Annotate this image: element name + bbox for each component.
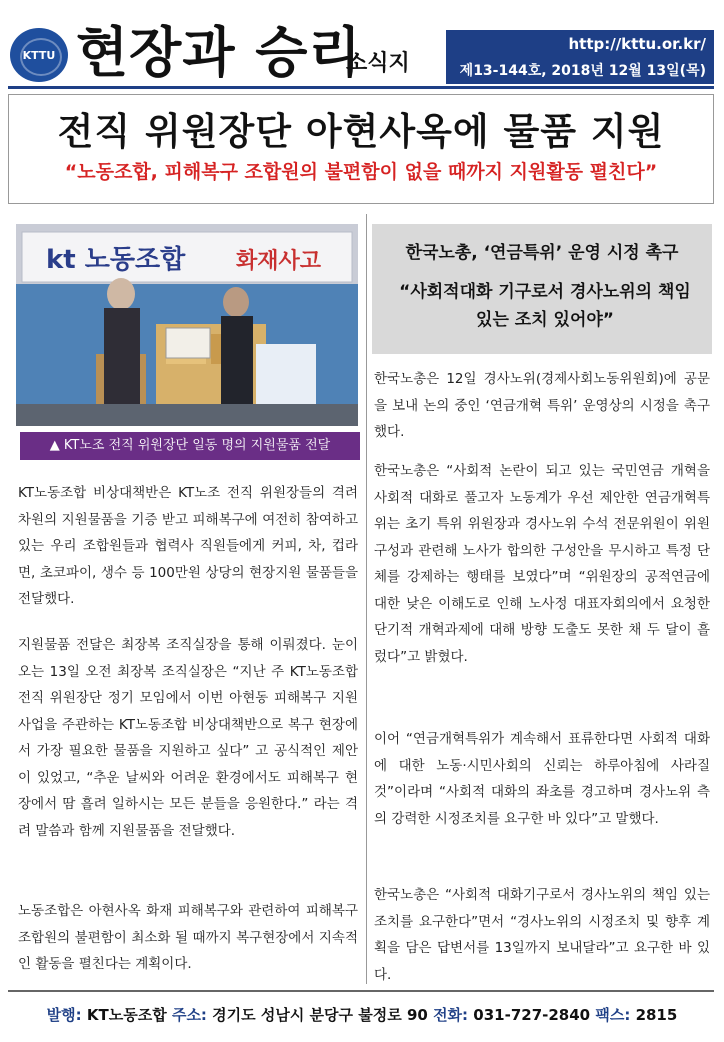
headline-box [8,94,714,204]
address-value: 경기도 성남시 분당구 불정로 90 [212,1006,428,1024]
article-photo [16,224,358,426]
kttu-logo [10,28,68,82]
photo-banner-text: kt 노동조합 [46,245,186,275]
right-article-paragraph-4: 한국노총은 “사회적 대화기구로서 경사노위의 책임 있는 조치를 요구한다”면서 “경사노위의 시정조치 및 향후 계획을 담은 답변서를 13일까지 보내달라”고 요구한 바 있다. [374,887,710,983]
right-article-header [372,224,712,354]
footer-rule [8,990,714,992]
issue-info-box [446,30,714,84]
left-article-paragraph-2: 지원물품 전달은 최장복 조직실장을 통해 이뤄졌다. 눈이 오는 13일 오전 최장복 조직실장은 “지난 주 KT노동조합 전직 위원장단 정기 모임에서 이번 아현동 피해복구 지원사업을 주관하는 KT노동조합 비상대책반으로 복구 현장에서 가장 필요한 물품을 지원하고 싶다” 고 공식적인 제안이 있었고, “추운 날씨와 어려운 환경에서도 피해복구 현장에서 땀 흘려 일하시는 모든 분들을 응원한다.” 라는 격려 말씀과 함께 지원물품을 전달했다. [18,637,358,839]
address-label: 주소: [171,1006,207,1024]
fax-value: 2815 [635,1006,678,1024]
headline-title: 전직 위원장단 아현사옥에 물품 지원 [57,110,665,153]
footer [0,1004,724,1025]
right-article-quote: “사회적대화 기구로서 경사노위의 책임 있는 조치 있어야” [399,282,691,330]
left-article-paragraph-3: 노동조합은 아현사옥 화재 피해복구와 관련하여 피해복구 조합원의 불편함이 최소화 될 때까지 복구현장에서 지속적인 활동을 펼친다는 계획이다. [18,903,358,972]
column-divider [366,214,367,984]
headline-subtitle: “노동조합, 피해복구 조합원의 불편함이 없을 때까지 지원활동 펼친다” [64,161,658,183]
masthead [8,6,714,86]
masthead-rule [8,86,714,89]
publisher-label: 발행: [46,1006,82,1024]
right-article-title: 한국노총, ‘연금특위’ 운영 시정 촉구 [405,243,679,263]
right-article-paragraph-3: 이어 “연금개혁특위가 계속해서 표류한다면 사회적 대화에 대한 노동·시민사회의 신뢰는 하루아침에 사라질 것”이라며 “사회적 대화의 좌초를 경고하며 경사노위 측의 강력한 시정조치를 요구한 바 있다”고 말했다. [374,731,710,827]
newsletter-title: 현장과 승리 [76,20,362,84]
issue-number: 제13-144호, 2018년 12월 13일(목) [459,63,706,79]
phone-label: 전화: [433,1006,469,1024]
photo-caption: ▲ KT노조 전직 위원장단 일동 명의 지원물품 전달 [20,432,360,460]
logo-mark-text: KTTU [22,48,56,62]
phone-value: 031-727-2840 [473,1006,591,1024]
publisher-name: KT노동조합 [86,1006,167,1024]
right-article-paragraph-1: 한국노총은 12일 경사노위(경제사회노동위원회)에 공문을 보내 논의 중인 ‘연금개혁 특위’ 운영상의 시정을 촉구했다. [374,371,710,440]
newsletter-subtitle: 소식지 [346,51,410,76]
website-link[interactable]: http://kttu.or.kr/ [568,35,706,53]
right-article-paragraph-2: 한국노총은 “사회적 논란이 되고 있는 국민연금 개혁을 사회적 대화로 풀고자 노동계가 우선 제안한 연금개혁특위는 초기 특위 위원장과 경사노위 수석 전문위원이 위원구성과 관련해 노사가 합의한 구성안을 무시하고 특정 단체를 강제하는 행태를 보였다”며 “위원장의 공적연금에 대한 낮은 이해도로 인해 노사정 대표자회의에서 요청한 단기적 개혁과제에 대해 방향 도출도 못한 채 두 달이 흘렀다”고 밝혔다. [374,463,710,665]
fax-label: 팩스: [595,1006,631,1024]
left-article-paragraph-1: KT노동조합 비상대책반은 KT노조 전직 위원장들의 격려 차원의 지원물품을 기증 받고 피해복구에 여전히 참여하고 있는 우리 조합원들과 협력사 직원들에게 커피, 차, 컵라면, 초코파이, 생수 등 100만원 상당의 현장지원 물품들을 전달했다. [18,485,358,607]
photo-banner-text-2: 화재사고 [236,249,322,274]
